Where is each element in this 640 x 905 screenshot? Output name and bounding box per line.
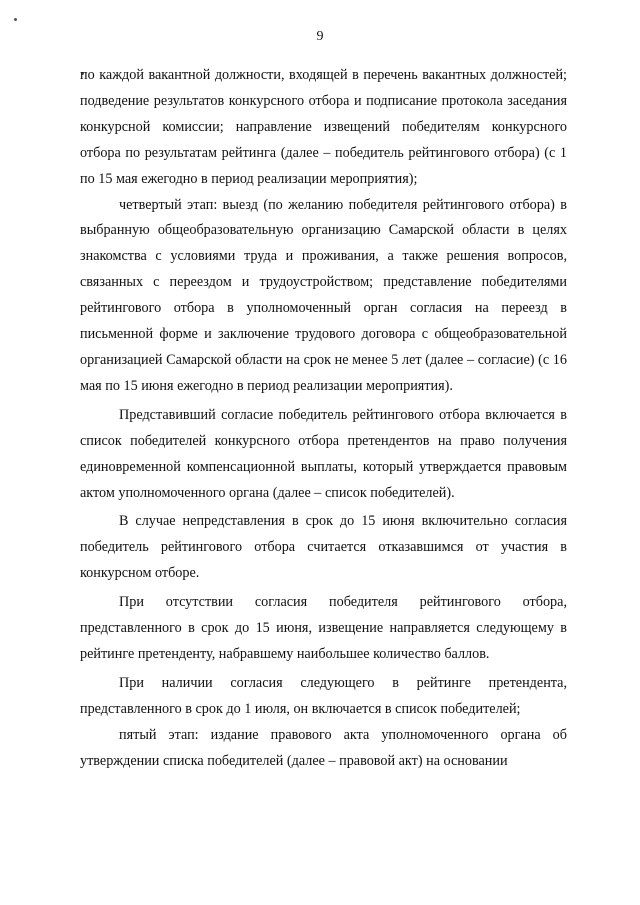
scan-artifact-dot <box>14 18 17 21</box>
paragraph-fourth-stage: четвертый этап: выезд (по желанию победителя рейтингового отбора) в выбранную общеобразовательную организацию Самарской области в целях знакомства с условиями труда и проживания, а также решения вопросов, связанных с переездом и трудоустройством; представление победителями рейтингового отбора в уполномоченный орган согласия на переезд в письменной форме и заключение трудового договора с общеобразовательной организацией Самарской области на срок не менее 5 лет (далее – согласие) (с 16 мая по 15 июня ежегодно в период реализации мероприятия). <box>80 196 567 394</box>
paragraph-non-submission: В случае непредставления в срок до 15 июня включительно согласия победитель рейтингового отбора считается отказавшимся от участия в конкурсном отборе. <box>80 513 567 582</box>
paragraph-fifth-stage: пятый этап: издание правового акта уполномоченного органа об утверждении списка победителей (далее – правовой акт) на основании <box>80 726 567 769</box>
paragraph-winners-list: Представивший согласие победитель рейтингового отбора включается в список победителей конкурсного отбора претендентов на право получения единовременной компенсационной выплаты, который утверждается правовым актом уполномоченного органа (далее – список победителей). <box>80 406 567 501</box>
page-number: 9 <box>316 29 324 44</box>
paragraph-presence-of-consent: При наличии согласия следующего в рейтинге претендента, представленного в срок до 1 июля, он включается в список победителей; <box>80 674 567 717</box>
paragraph-absence-of-consent: При отсутствии согласия победителя рейтингового отбора, представленного в срок до 15 июня, извещение направляется следующему в рейтинге претенденту, набравшему наибольшее количество баллов. <box>80 594 567 662</box>
document-body <box>80 63 567 774</box>
paragraph-contest-results: по каждой вакантной должности, входящей в перечень вакантных должностей; подведение результатов конкурсного отбора и подписание протокола заседания конкурсной комиссии; направление извещений победителям конкурсного отбора по результатам рейтинга (далее – победитель рейтингового отбора) (с 1 по 15 мая ежегодно в период реализации мероприятия); <box>80 67 567 187</box>
